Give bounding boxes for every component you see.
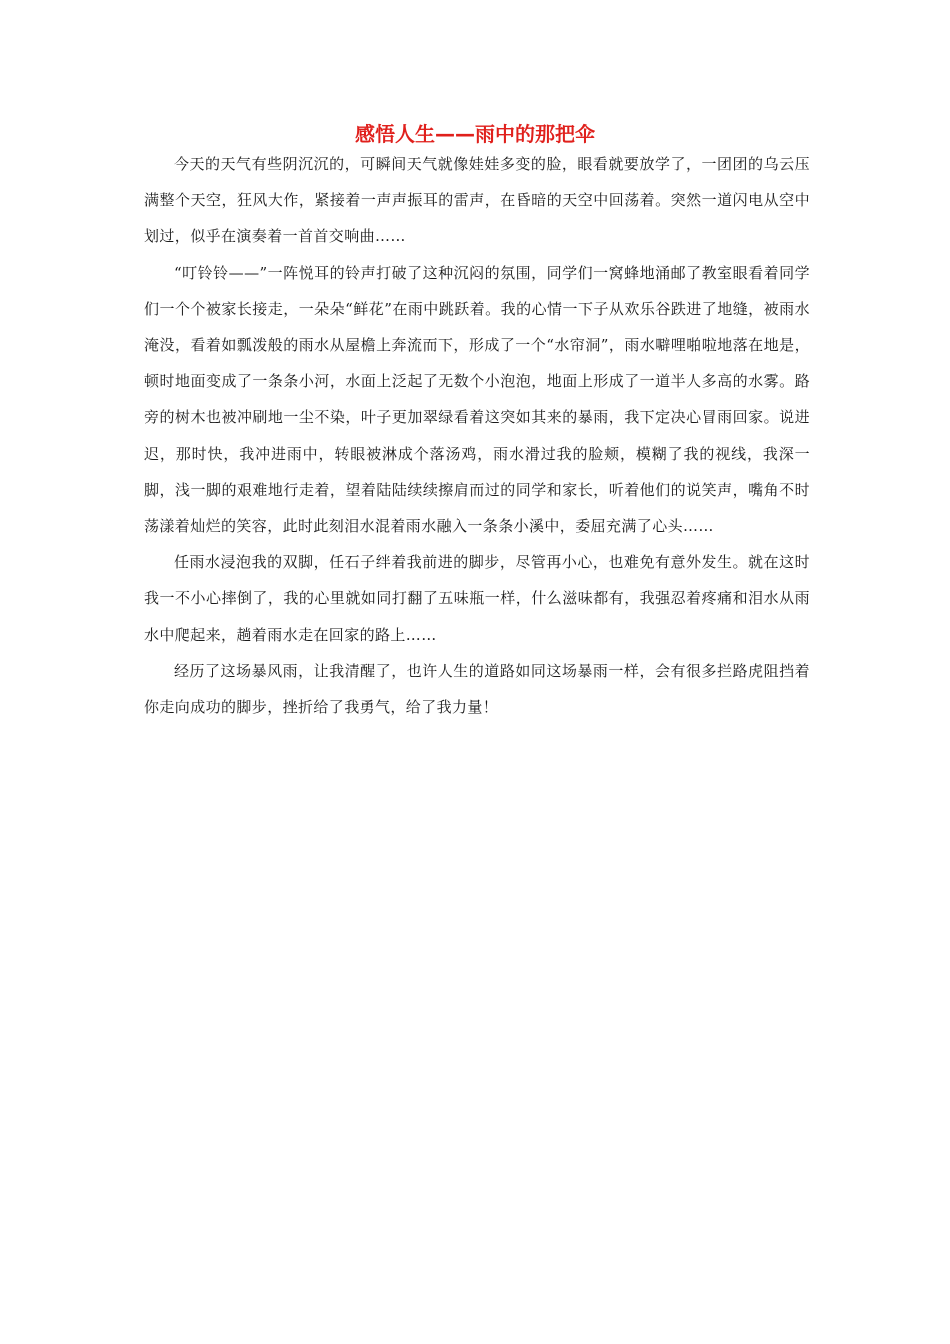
document-body xyxy=(144,146,810,725)
paragraph-3: 任雨水浸泡我的双脚，任石子绊着我前进的脚步，尽管再小心，也难免有意外发生。就在这时我一不小心摔倒了，我的心里就如同打翻了五味瓶一样，什么滋味都有，我强忍着疼痛和泪水从雨水中爬起来，趟着雨水走在回家的路上…… xyxy=(144,553,810,644)
document-title: 感悟人生——雨中的那把伞 xyxy=(355,122,595,146)
paragraph-1: 今天的天气有些阴沉沉的，可瞬间天气就像娃娃多变的脸，眼看就要放学了，一团团的乌云压满整个天空，狂风大作，紧接着一声声振耳的雷声，在昏暗的天空中回荡着。突然一道闪电从空中划过，似乎在演奏着一首首交响曲…… xyxy=(144,155,810,246)
paragraph-4: 经历了这场暴风雨，让我清醒了，也许人生的道路如同这场暴雨一样，会有很多拦路虎阻挡着你走向成功的脚步，挫折给了我勇气，给了我力量！ xyxy=(144,661,810,717)
paragraph-2: “叮铃铃——”一阵悦耳的铃声打破了这种沉闷的氛围，同学们一窝蜂地涌邮了教室眼看着同学们一个个被家长接走，一朵朵“鲜花”在雨中跳跃着。我的心情一下子从欢乐谷跌进了地缝，被雨水淹没，看着如瓢泼般的雨水从屋檐上奔流而下，形成了一个“水帘洞”，雨水噼哩啪啦地落在地是，顿时地面变成了一条条小河，水面上泛起了无数个小泡泡，地面上形成了一道半人多高的水雾。路旁的树木也被冲刷地一尘不染，叶子更加翠绿看着这突如其来的暴雨，我下定决心冒雨回家。说进迟，那时快，我冲进雨中，转眼被淋成个落汤鸡，雨水滑过我的脸颊，模糊了我的视线，我深一脚，浅一脚的艰难地行走着，望着陆陆续续擦肩而过的同学和家长，听着他们的说笑声，嘴角不时荡漾着灿烂的笑容，此时此刻泪水混着雨水融入一条条小溪中，委屈充满了心头…… xyxy=(144,263,810,536)
